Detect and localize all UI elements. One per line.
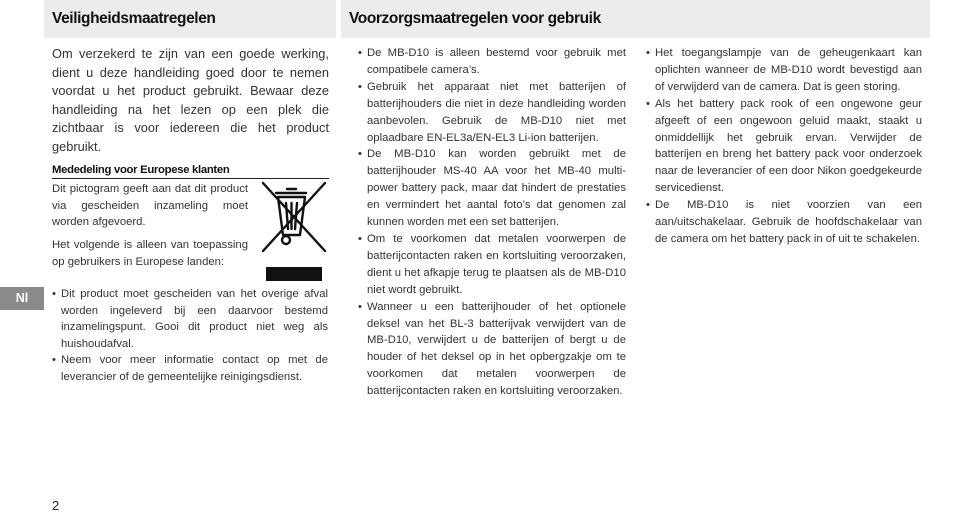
weee-paragraph-1: Dit pictogram geeft aan dat dit product via gescheiden inzameling moet worden afgevoerd. [52, 183, 248, 228]
crossed-out-wheelie-bin-icon [259, 179, 329, 283]
precautions-list-column-1 [358, 45, 626, 400]
list-item: • De MB-D10 kan worden gebruikt met de batterijhouder MS-40 AA voor het MB-40 multi-power battery pack, maar dat hindert de prestaties en vermindert het aantal foto’s dat genomen zal kunnen worden met een set batterijen. [358, 146, 626, 231]
weee-paragraph-2: Het volgende is alleen van toepassing op gebruikers in Europese landen: [52, 239, 248, 268]
disposal-bullet-list [52, 286, 328, 385]
language-tab: Nl [0, 287, 44, 310]
list-item: • Wanneer u een batterijhouder of het optionele deksel van het BL-3 batterijvak verwijdert van de MB-D10, verwijdert u de batterijen of bergt u de houder of het deksel op in het opbergzakje om te voorkomen dat metalen voorwerpen de batterijcontacten raken en kortsluiting veroorzaken. [358, 299, 626, 400]
list-item: • Neem voor meer informatie contact op met de leverancier of de gemeentelijke reinigingsdienst. [52, 352, 328, 385]
european-notice-heading: Mededeling voor Europese klanten [52, 163, 329, 179]
section-title-precautions: Voorzorgsmaatregelen voor gebruik [349, 10, 601, 27]
list-item: • Het toegangslampje van de geheugenkaart kan oplichten wanneer de MB-D10 wordt bevestigd aan of verwijderd van de camera. Dat is geen storing. [646, 45, 922, 96]
section-header-precautions [341, 0, 930, 38]
precautions-list-column-2 [646, 45, 922, 248]
list-item: • Gebruik het apparaat niet met batterijen of batterijhouders die niet in deze handleiding worden aanbevolen. Gebruik de MB-D10 niet met oplaadbare EN-EL3a/EN-EL3 Li-ion batterijen. [358, 79, 626, 147]
list-item: • Als het battery pack rook of een ongewone geur afgeeft of een ongewoon geluid maakt, staakt u onmiddellijk het gebruik ervan. Verwijder de batterijen en breng het battery pack voor onderzoek naar de leverancier of een door Nikon goedgekeurde servicedienst. [646, 96, 922, 197]
list-item: • De MB-D10 is niet voorzien van een aan/uitschakelaar. Gebruik de hoofdschakelaar van de camera om het battery pack in of uit te schakelen. [646, 197, 922, 248]
list-item: • De MB-D10 is alleen bestemd voor gebruik met compatibele camera’s. [358, 45, 626, 79]
page-number: 2 [52, 498, 60, 513]
intro-paragraph: Om verzekerd te zijn van een goede werking, dient u deze handleiding goed door te nemen voordat u het product gebruikt. Bewaar deze handleiding na het lezen op een plek die zichtbaar is voor iedereen die het product gebruikt. [52, 46, 329, 154]
section-title-safety: Veiligheidsmaatregelen [52, 10, 216, 27]
section-header-safety [44, 0, 336, 38]
list-item: • Dit product moet gescheiden van het overige afval worden ingeleverd bij een daarvoor bestemd inzamelingspunt. Gooi dit product niet weg als huishoudafval. [52, 286, 328, 352]
list-item: • Om te voorkomen dat metalen voorwerpen de batterijcontacten raken en kortsluiting veroorzaken, dient u het afkapje terug te plaatsen als de MB-D10 niet wordt gebruikt. [358, 231, 626, 299]
